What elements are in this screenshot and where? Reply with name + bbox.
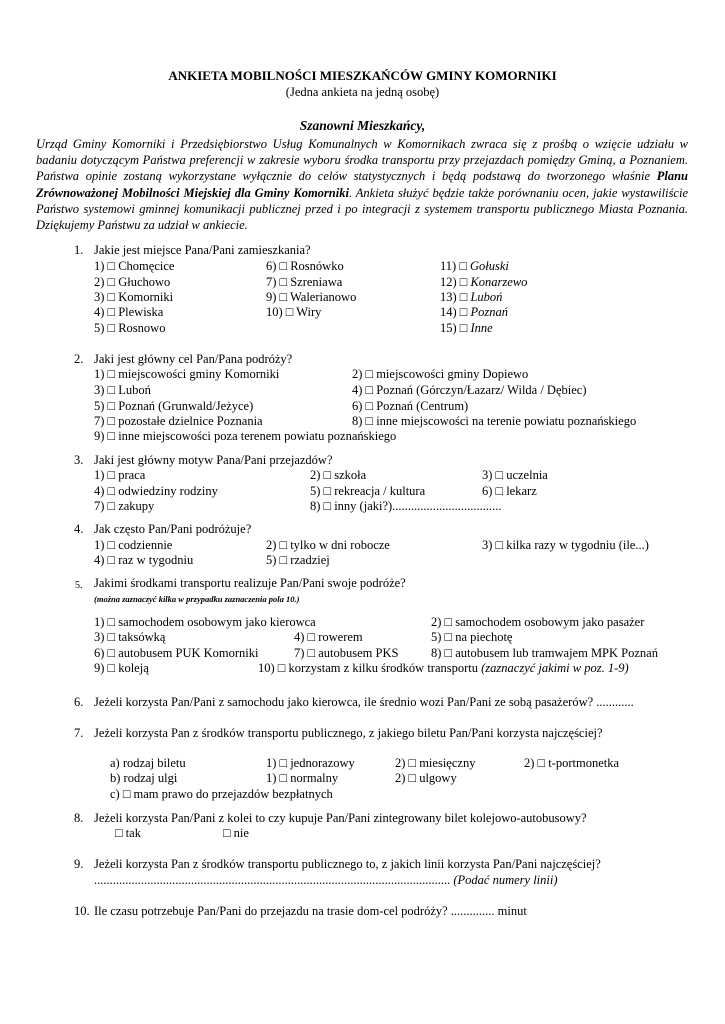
q1-option-12[interactable] xyxy=(440,275,527,290)
q4-option-4[interactable]: 4) □ raz w tygodniu xyxy=(94,553,194,567)
q8-number: 8. xyxy=(74,811,84,825)
q1-option-13-prefix: 13) □ xyxy=(440,290,471,304)
q7-number: 7. xyxy=(74,726,84,740)
q3-text: Jaki jest główny motyw Pana/Pani przejazdów? xyxy=(94,453,333,467)
q1-option-9[interactable]: 9) □ Walerianowo xyxy=(266,290,357,304)
q9-answer-line[interactable] xyxy=(94,873,558,888)
q2-text: Jaki jest główny cel Pan/Pana podróży? xyxy=(94,352,293,366)
q5-text: Jakimi środkami transportu realizuje Pan/Pani swoje podróże? xyxy=(94,576,406,590)
q2-number: 2. xyxy=(74,352,84,366)
q5-option-10[interactable] xyxy=(258,661,629,676)
q1-text: Jakie jest miejsce Pana/Pani zamieszkania? xyxy=(94,243,311,257)
q5-option-9[interactable]: 9) □ koleją xyxy=(94,661,149,675)
q1-option-5[interactable]: 5) □ Rosnowo xyxy=(94,321,166,335)
q5-option-7[interactable]: 7) □ autobusem PKS xyxy=(294,646,399,660)
q3-option-8[interactable]: 8) □ inny (jaki?)................................... xyxy=(310,499,502,513)
q10-number: 10. xyxy=(74,904,90,918)
q6-text[interactable]: Jeżeli korzysta Pan/Pani z samochodu jako kierowca, ile średnio wozi Pan/Pani ze sobą pasażerów? ............ xyxy=(94,695,634,709)
q1-number: 1. xyxy=(74,243,84,257)
q5-option-1[interactable]: 1) □ samochodem osobowym jako kierowca xyxy=(94,615,316,629)
q4-number: 4. xyxy=(74,522,84,536)
q1-option-11[interactable] xyxy=(440,259,509,274)
q1-option-3[interactable]: 3) □ Komorniki xyxy=(94,290,174,304)
q1-option-11-label: Gołuski xyxy=(470,259,509,273)
q7-ticket-option-2[interactable]: 2) □ miesięczny xyxy=(395,756,476,770)
q1-option-2[interactable]: 2) □ Głuchowo xyxy=(94,275,171,289)
greeting: Szanowni Mieszkańcy, xyxy=(299,118,426,133)
q1-option-11-prefix: 11) □ xyxy=(440,259,470,273)
q3-option-4[interactable]: 4) □ odwiedziny rodziny xyxy=(94,484,218,498)
q2-option-2[interactable]: 2) □ miejscowości gminy Dopiewo xyxy=(352,367,529,381)
q2-option-6[interactable]: 6) □ Poznań (Centrum) xyxy=(352,399,469,413)
q3-option-3[interactable]: 3) □ uczelnia xyxy=(482,468,548,482)
intro-paragraph xyxy=(36,136,688,233)
q5-option-2[interactable]: 2) □ samochodem osobowym jako pasażer xyxy=(431,615,645,629)
q4-option-3[interactable]: 3) □ kilka razy w tygodniu (ile...) xyxy=(482,538,649,552)
page-subtitle: (Jedna ankieta na jedną osobę) xyxy=(285,85,440,99)
intro-bold: Planu Zrównoważonej Mobilności Miejskiej dla Gminy Komorniki xyxy=(36,169,688,200)
q9-text: Jeżeli korzysta Pan z środków transportu publicznego to, z jakich linii korzysta Pan/Pani najczęściej? xyxy=(94,857,601,871)
q1-option-12-label: Konarzewo xyxy=(470,275,528,289)
q3-option-2[interactable]: 2) □ szkoła xyxy=(310,468,367,482)
q2-option-5[interactable]: 5) □ Poznań (Grunwald/Jeżyce) xyxy=(94,399,254,413)
q1-option-14-prefix: 14) □ xyxy=(440,305,471,319)
q1-option-6[interactable]: 6) □ Rosnówko xyxy=(266,259,344,273)
q7-discount-option-1[interactable]: 1) □ normalny xyxy=(266,771,339,785)
q1-option-13-label: Luboń xyxy=(470,290,503,304)
q1-option-1[interactable]: 1) □ Chomęcice xyxy=(94,259,175,273)
q1-option-7[interactable]: 7) □ Szreniawa xyxy=(266,275,343,289)
q1-option-15-label: Inne xyxy=(470,321,493,335)
q5-option-6[interactable]: 6) □ autobusem PUK Komorniki xyxy=(94,646,259,660)
q7-ticket-option-3[interactable]: 2) □ t-portmonetka xyxy=(524,756,620,770)
q9-dots: .................................................................................................................. xyxy=(94,873,454,887)
q4-option-5[interactable]: 5) □ rzadziej xyxy=(266,553,330,567)
intro-part2: . Ankieta służyć będzie także porównaniu ocen, jakie wystawiliście Państwo systemowi gminnej komunikacji publicznej przed i po integracji z systemem transportu publicznego Miasta Poznania. Dziękujemy Państwu za udział w ankiecie. xyxy=(36,185,689,233)
q2-option-3[interactable]: 3) □ Luboń xyxy=(94,383,151,397)
q8-no-option[interactable]: □ nie xyxy=(223,826,249,840)
q5-note: (można zaznaczyć kilka w przypadku zaznaczenia pola 10.) xyxy=(94,594,300,604)
q1-option-4[interactable]: 4) □ Plewiska xyxy=(94,305,164,319)
q4-option-1[interactable]: 1) □ codziennie xyxy=(94,538,173,552)
q7-discount-option-2[interactable]: 2) □ ulgowy xyxy=(395,771,457,785)
q3-option-5[interactable]: 5) □ rekreacja / kultura xyxy=(310,484,426,498)
q5-option-3[interactable]: 3) □ taksówką xyxy=(94,630,166,644)
q5-number: 5. xyxy=(75,580,83,591)
q5-option-8[interactable]: 8) □ autobusem lub tramwajem MPK Poznań xyxy=(431,646,658,660)
q7-text: Jeżeli korzysta Pan z środków transportu publicznego, z jakiego biletu Pan/Pani korzysta najczęściej? xyxy=(94,726,603,740)
q2-option-7[interactable]: 7) □ pozostałe dzielnice Poznania xyxy=(94,414,263,428)
q2-option-1[interactable]: 1) □ miejscowości gminy Komorniki xyxy=(94,367,280,381)
q3-option-6[interactable]: 6) □ lekarz xyxy=(482,484,537,498)
q3-option-7[interactable]: 7) □ zakupy xyxy=(94,499,155,513)
page-title: ANKIETA MOBILNOŚCI MIESZKAŃCÓW GMINY KOMORNIKI xyxy=(168,68,557,83)
q5-option-5[interactable]: 5) □ na piechotę xyxy=(431,630,513,644)
intro-part1: Urząd Gminy Komorniki i Przedsiębiorstwo Usług Komunalnych w Komornikach zwraca się z prośbą o wzięcie udziału w badaniu dotyczącym Państwa preferencji w zakresie wyboru środka transportu przy przejazdach pomiędzy Gminą, a Poznaniem. Państwa opinie zostaną wykorzystane wyłącznie do celów statystycznych i będą podstawą do tworzonego właśnie xyxy=(36,137,688,184)
q2-option-8[interactable]: 8) □ inne miejscowości na terenie powiatu poznańskiego xyxy=(352,414,637,428)
q1-option-12-prefix: 12) □ xyxy=(440,275,471,289)
q1-option-15-prefix: 15) □ xyxy=(440,321,471,335)
q9-number: 9. xyxy=(74,857,84,871)
q1-option-14[interactable] xyxy=(440,305,508,320)
q3-number: 3. xyxy=(74,453,84,467)
q3-option-1[interactable]: 1) □ praca xyxy=(94,468,146,482)
q10-text[interactable]: Ile czasu potrzebuje Pan/Pani do przejazdu na trasie dom-cel podróży? .............. minut xyxy=(94,904,527,918)
q2-option-4[interactable]: 4) □ Poznań (Górczyn/Łazarz/ Wilda / Dębiec) xyxy=(352,383,587,397)
q7-ticket-option-1[interactable]: 1) □ jednorazowy xyxy=(266,756,355,770)
q5-option-10-note: (zaznaczyć jakimi w poz. 1-9) xyxy=(481,661,629,675)
q7-free-travel-option[interactable]: c) □ mam prawo do przejazdów bezpłatnych xyxy=(110,787,333,801)
q1-option-13[interactable] xyxy=(440,290,502,305)
q6-number: 6. xyxy=(74,695,84,709)
q1-option-15[interactable] xyxy=(440,321,493,336)
q5-option-10-label: 10) □ korzystam z kilku środków transportu xyxy=(258,661,482,675)
q5-option-4[interactable]: 4) □ rowerem xyxy=(294,630,363,644)
q8-yes-option[interactable]: □ tak xyxy=(115,826,141,840)
q1-option-10[interactable]: 10) □ Wiry xyxy=(266,305,322,319)
q7-ticket-type-label: a) rodzaj biletu xyxy=(110,756,186,770)
q7-discount-label: b) rodzaj ulgi xyxy=(110,771,178,785)
q4-option-2[interactable]: 2) □ tylko w dni robocze xyxy=(266,538,390,552)
q8-text: Jeżeli korzysta Pan/Pani z kolei to czy kupuje Pan/Pani zintegrowany bilet kolejowo-autobusowy? xyxy=(94,811,587,825)
q4-text: Jak często Pan/Pani podróżuje? xyxy=(94,522,252,536)
q1-option-14-label: Poznań xyxy=(470,305,508,319)
q2-option-9[interactable]: 9) □ inne miejscowości poza terenem powiatu poznańskiego xyxy=(94,429,397,443)
q9-note: (Podać numery linii) xyxy=(453,873,558,887)
